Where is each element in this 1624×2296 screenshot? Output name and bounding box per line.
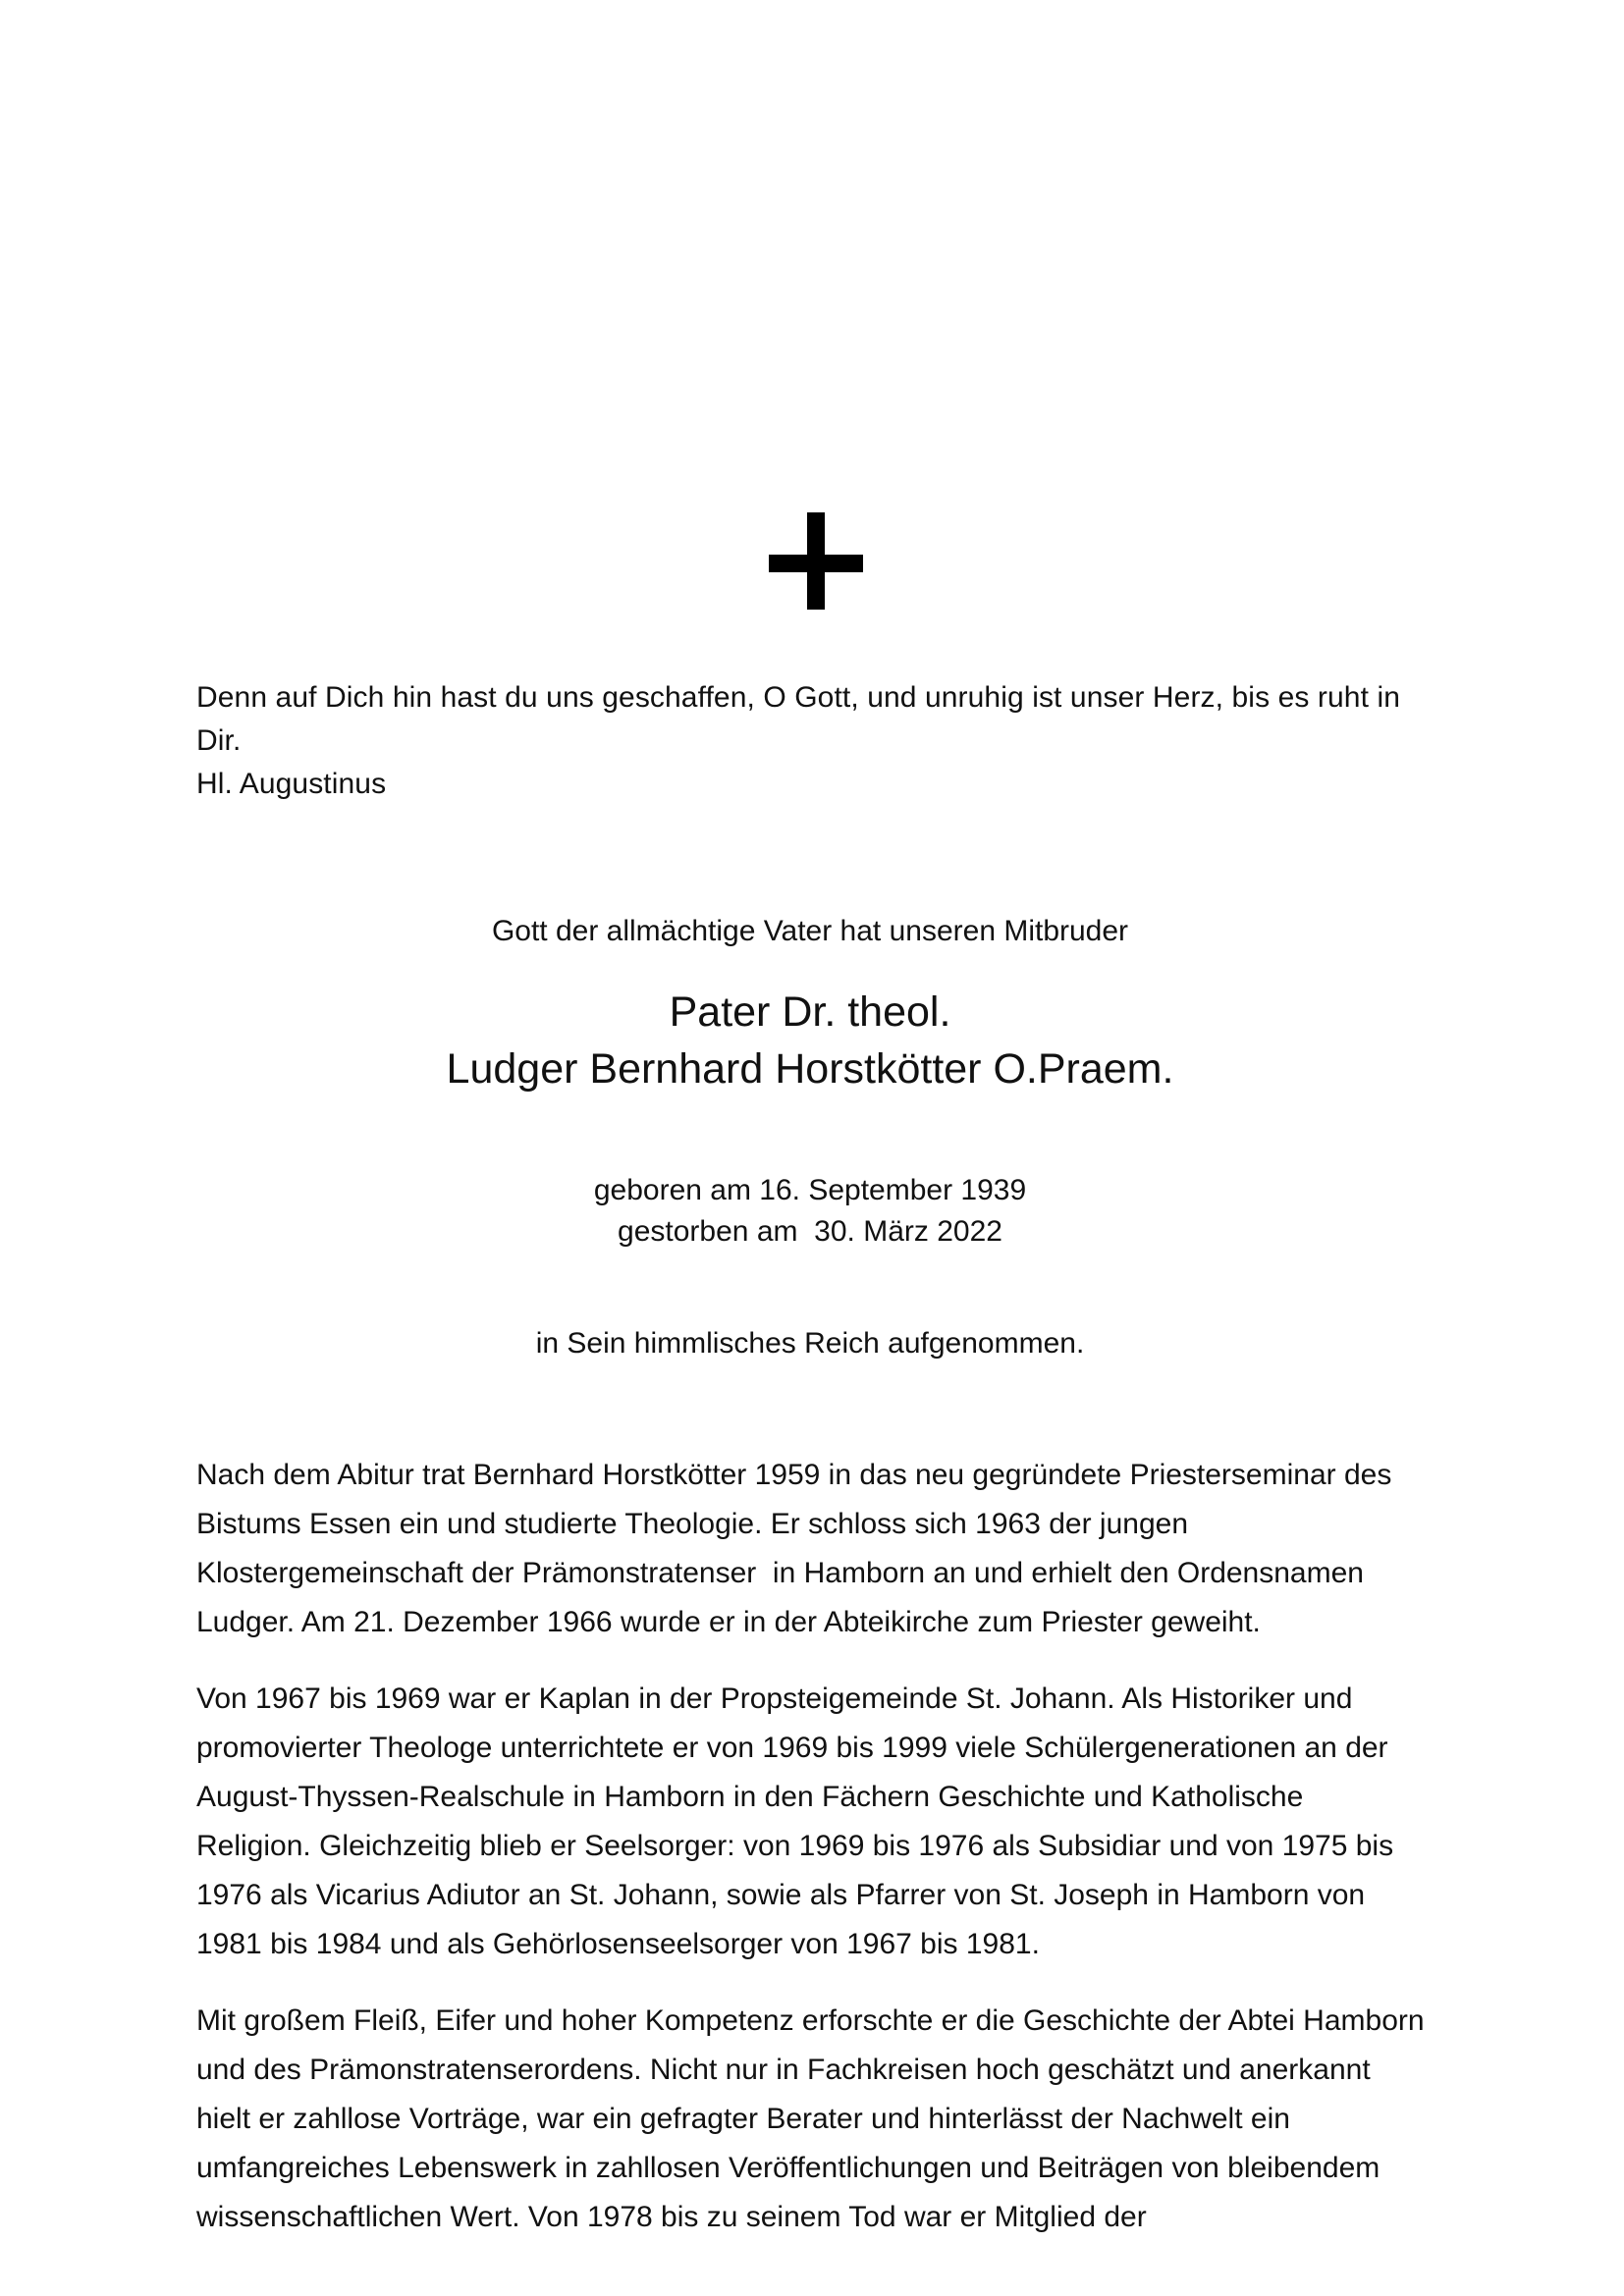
cross-symbol-container: [0, 501, 1624, 611]
birth-date: geboren am 16. September 1939: [593, 1174, 1027, 1206]
announcement-intro-block: [196, 911, 1424, 952]
biography-paragraph: Von 1967 bis 1969 war er Kaplan in der Propsteigemeinde St. Johann. Als Historiker und promovierter Theologe unterrichtete er von 1969 bis 1999 viele Schülergenerationen an der August-Thyssen-Realschule in Hamborn in den Fächern Geschichte und Katholische Religion. Gleichzeitig blieb er Seelsorger: von 1969 bis 1976 als Subsidiar und von 1975 bis 1976 als Vicarius Adiutor an St. Johann, sowie als Pfarrer von St. Joseph in Hamborn von 1981 bis 1984 und als Gehörlosenseelsorger von 1967 bis 1981.: [196, 1682, 1402, 1960]
opening-quote: [196, 676, 1424, 806]
biography-block: [196, 1451, 1433, 2242]
deceased-name-block: [196, 984, 1424, 1097]
reception-text: in Sein himmlisches Reich aufgenommen.: [535, 1327, 1085, 1360]
latin-cross-icon: [768, 501, 864, 611]
death-date: gestorben am 30. März 2022: [618, 1215, 1002, 1248]
life-dates-block: [196, 1170, 1424, 1253]
biography-paragraph: Nach dem Abitur trat Bernhard Horstkötter 1959 in das neu gegründete Priesterseminar des Bistums Essen ein und studierte Theologie. Er schloss sich 1963 der jungen Klostergemeinschaft der Prämonstratenser in Hamborn an und erhielt den Ordensnamen Ludger. Am 21. Dezember 1966 wurde er in der Abteikirche zum Priester geweiht.: [196, 1459, 1400, 1638]
quote-line-2: Dir.: [196, 724, 242, 757]
quote-attribution: Hl. Augustinus: [196, 768, 387, 800]
reception-block: [196, 1323, 1424, 1364]
deceased-title: Pater Dr. theol.: [669, 988, 951, 1036]
biography-paragraph: Mit großem Fleiß, Eifer und hoher Kompetenz erforschte er die Geschichte der Abtei Hamborn und des Prämonstratenserordens. Nicht nur in Fachkreisen hoch geschätzt und anerkannt hielt er zahllose Vorträge, war ein gefragter Berater und hinterlässt der Nachwelt ein umfangreiches Lebenswerk in zahllosen Veröffentlichungen und Beiträgen von bleibendem wissenschaftlichen Wert. Von 1978 bis zu seinem Tod war er Mitglied der: [196, 2004, 1433, 2233]
cross-horizontal-bar: [769, 555, 863, 572]
deceased-name: Ludger Bernhard Horstkötter O.Praem.: [446, 1045, 1174, 1093]
announcement-intro: Gott der allmächtige Vater hat unseren Mitbruder: [491, 915, 1129, 947]
quote-line-1: Denn auf Dich hin hast du uns geschaffen, O Gott, und unruhig ist unser Herz, bis es ruht in: [196, 681, 1401, 714]
